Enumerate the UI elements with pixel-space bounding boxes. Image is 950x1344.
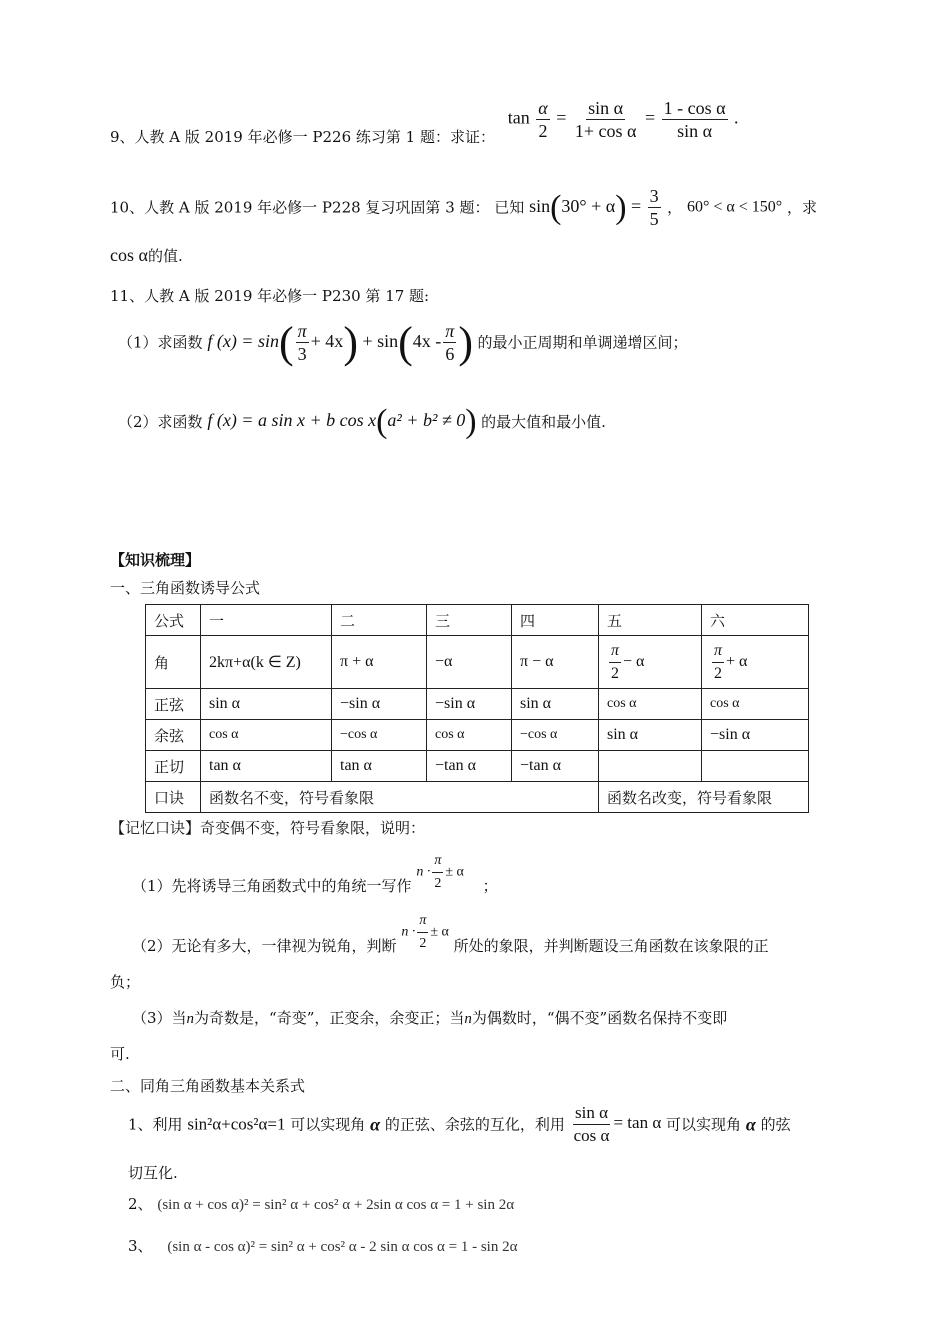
relation-2: 2、 (sin α + cos α)² = sin² α + cos² α + 2sin α cos α = 1 + sin 2α [128, 1195, 515, 1213]
problem-9-formula: tan $\frac{\alpha}{2}$ = $\frac{\text{sin α}}{\text{1+ cos α}}$ = $\frac{\text{1 - cos α}}{\text{sin α}}$ . [507, 98, 739, 141]
memo-2: （2）无论有多大，一律视为锐角，判断 n · $\frac{\pi}{2}$ ± α 所处的象限，并判断题设三角函数在该象限的正 [132, 910, 769, 956]
problem-9 [110, 97, 739, 147]
mnemonic-left: 函数名不变，符号看象限 [201, 782, 599, 813]
table-cell: cos α [201, 720, 332, 751]
relation-2-formula: (sin α + cos α)² = sin² α + cos² α + 2sin α cos α = 1 + sin 2α [157, 1197, 515, 1213]
table-row [146, 782, 809, 813]
memo-1: （1）先将诱导三角函数式中的角统一写作 n · $\frac{\pi}{2}$ ± α ； [132, 850, 498, 896]
table-cell: sin α [599, 720, 702, 751]
table-row [146, 751, 809, 782]
row-head: 正切 [146, 751, 201, 782]
table-cell: 2kπ+α(k ∈ Z) [201, 636, 332, 689]
row-head: 角 [146, 636, 201, 689]
table-cell: π − α [512, 636, 599, 689]
problem-10-range: 60° < α < 150° [686, 198, 783, 216]
table-cell: −sin α [702, 720, 809, 751]
table-row [146, 720, 809, 751]
table-row [146, 636, 809, 689]
memo-1-expr: n · $\frac{\pi}{2}$ ± α [416, 850, 464, 895]
col-head: 一 [201, 605, 332, 636]
problem-10-text: 10、人教 A 版 2019 年必修一 P228 复习巩固第 3 题： 已知 [110, 198, 525, 217]
problem-10-cont: cos α的值. [110, 245, 183, 265]
table-row [146, 605, 809, 636]
col-head: 六 [702, 605, 809, 636]
table-cell: tan α [332, 751, 427, 782]
row-head: 余弦 [146, 720, 201, 751]
col-head: 三 [427, 605, 512, 636]
pythagorean-identity: sin²α+cos²α=1 [187, 1114, 286, 1134]
problem-11-part-1: （1）求函数 f (x) = sin( $\frac{\pi}{3}$ + 4x) + sin(4x - $\frac{\pi}{6}$ ) 的最小正周期和单调递增区间； [118, 317, 688, 367]
section-1-title: 一、三角函数诱导公式 [110, 579, 261, 597]
col-head: 四 [512, 605, 599, 636]
problem-11-title: 11、人教 A 版 2019 年必修一 P230 第 17 题: [110, 287, 430, 305]
col-head: 五 [599, 605, 702, 636]
table-cell: cos α [702, 689, 809, 720]
table-cell: sin α [201, 689, 332, 720]
relation-3: 3、 (sin α - cos α)² = sin² α + cos² α - 2 sin α cos α = 1 - sin 2α [128, 1237, 518, 1255]
table-cell: −tan α [427, 751, 512, 782]
row-head: 口诀 [146, 782, 201, 813]
table-cell: $\frac{\pi}{2}$ − α [599, 636, 702, 689]
memo-2-expr: n · $\frac{\pi}{2}$ ± α [401, 910, 449, 955]
row-head: 正弦 [146, 689, 201, 720]
memo-3-cont: 可. [110, 1045, 130, 1063]
table-cell: tan α [201, 751, 332, 782]
table-cell: −α [427, 636, 512, 689]
problem-10-cos: cos α [110, 245, 148, 265]
row-head: 公式 [146, 605, 201, 636]
problem-11-part-2: （2）求函数 f (x) = a sin x + b cos x(a² + b² ≠ 0) 的最大值和最小值. [118, 403, 606, 440]
problem-9-text: 9、人教 A 版 2019 年必修一 P226 练习第 1 题：求证： [110, 128, 495, 146]
table-cell: −cos α [512, 720, 599, 751]
memo-2-cont: 负； [110, 973, 141, 991]
table-row [146, 689, 809, 720]
table-cell: cos α [599, 689, 702, 720]
knowledge-heading: 【知识梳理】 [110, 551, 201, 569]
induction-formula-table [145, 604, 809, 813]
problem-11-part-1-formula: f (x) = sin( $\frac{\pi}{3}$ + 4x) + sin(4x - $\frac{\pi}{6}$ ) [207, 317, 473, 367]
col-head: 二 [332, 605, 427, 636]
table-cell: $\frac{\pi}{2}$ + α [702, 636, 809, 689]
table-cell: −sin α [427, 689, 512, 720]
memo-3: （3）当n为奇数是，“奇变”，正变余，余变正；当n为偶数时，“偶不变”函数名保持不变即 [132, 1009, 728, 1027]
relation-3-formula: (sin α - cos α)² = sin² α + cos² α - 2 sin α cos α = 1 - sin 2α [167, 1239, 518, 1255]
table-cell [599, 751, 702, 782]
mnemonic-right: 函数名改变，符号看象限 [599, 782, 809, 813]
table-cell: −tan α [512, 751, 599, 782]
table-cell: cos α [427, 720, 512, 751]
table-cell: sin α [512, 689, 599, 720]
memo-heading: 【记忆口诀】奇变偶不变，符号看象限，说明： [110, 819, 426, 837]
section-2-title: 二、同角三角函数基本关系式 [110, 1077, 306, 1095]
problem-10-given: sin(30° + α) = $\frac{3}{5}$ [529, 186, 659, 229]
table-cell [702, 751, 809, 782]
problem-10: 10、人教 A 版 2019 年必修一 P228 复习巩固第 3 题： 已知 sin(30° + α) = $\frac{3}{5}$ ， 60° < α < 150° ，求 [110, 186, 817, 229]
quotient-identity: $\frac{\text{sin α}}{\text{cos α}}$ = tan α [573, 1103, 662, 1145]
relation-1-cont: 切互化. [128, 1164, 178, 1182]
table-cell: −sin α [332, 689, 427, 720]
relation-1: 1、利用 sin²α+cos²α=1 可以实现角 α 的正弦、余弦的互化，利用 $\frac{\text{sin α}}{\text{cos α}}$ = tan α 可以实现角 α 的弦 [128, 1103, 791, 1145]
table-cell: −cos α [332, 720, 427, 751]
problem-11-part-2-formula: f (x) = a sin x + b cos x(a² + b² ≠ 0) [207, 403, 477, 440]
table-cell: π + α [332, 636, 427, 689]
